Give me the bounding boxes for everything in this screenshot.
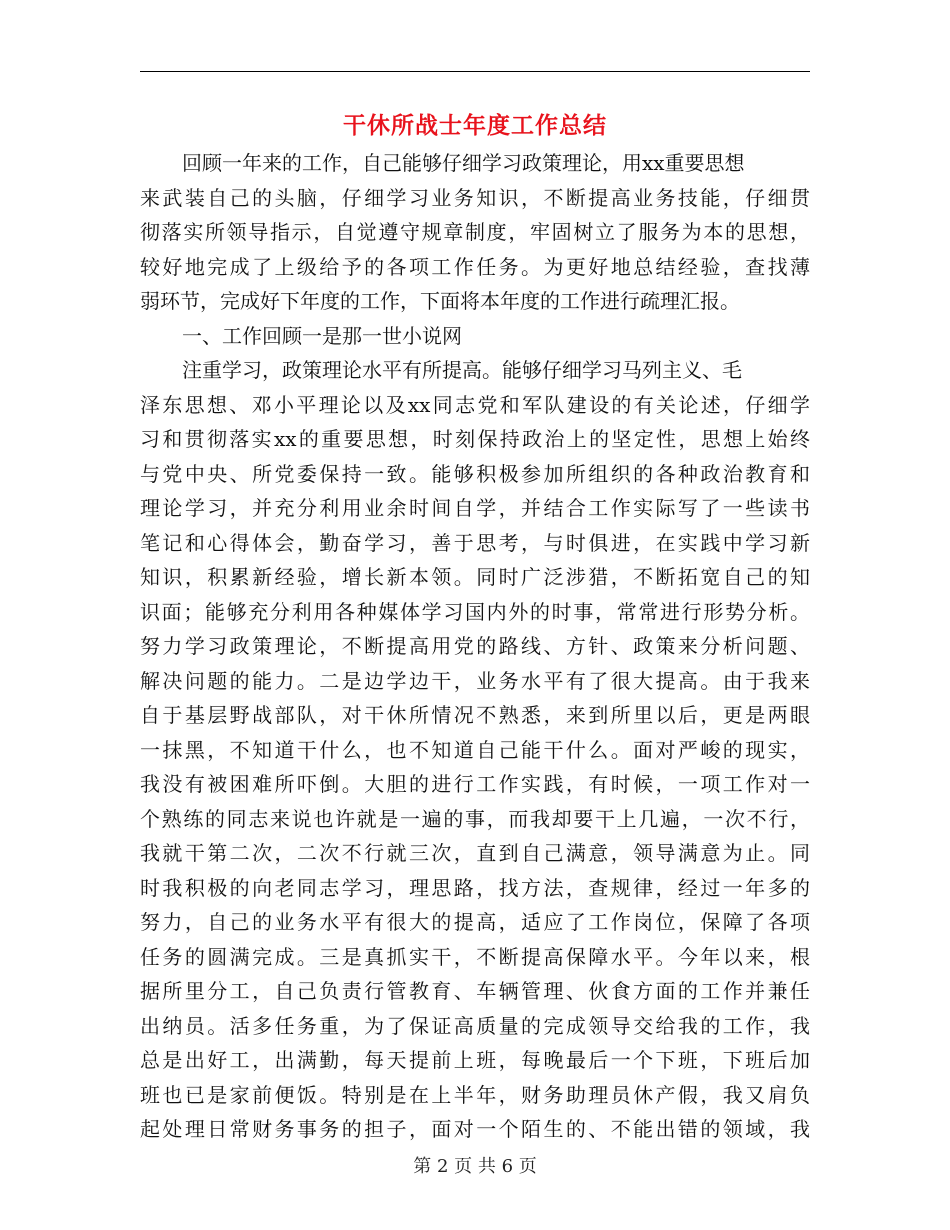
body-line: 一抹黑，不知道干什么，也不知道自己能干什么。面对严峻的现实， <box>140 737 810 762</box>
body-line: 出纳员。活多任务重，为了保证高质量的完成领导交给我的工作，我 <box>140 1013 810 1038</box>
body-line: 笔记和心得体会，勤奋学习，善于思考，与时俱进，在实践中学习新 <box>140 530 810 555</box>
body-line: 较好地完成了上级给予的各项工作任务。为更好地总结经验，查找薄 <box>140 254 810 279</box>
body-line: 理论学习，并充分利用业余时间自学，并结合工作实际写了一些读书 <box>140 496 810 520</box>
body-line: 起处理日常财务事务的担子，面对一个陌生的、不能出错的领域，我 <box>140 1117 810 1141</box>
body-line: 我就干第二次，二次不行就三次，直到自己满意，领导满意为止。同 <box>140 841 810 865</box>
body-line: 个熟练的同志来说也许就是一遍的事，而我却要干上几遍，一次不行， <box>140 806 810 831</box>
page-number: 第 2 页 共 6 页 <box>413 1156 537 1177</box>
body-line: 努力，自己的业务水平有很大的提高，适应了工作岗位，保障了各项 <box>140 910 810 934</box>
body-line: 识面；能够充分利用各种媒体学习国内外的时事，常常进行形势分析。 <box>140 599 810 624</box>
header-rule <box>140 71 810 72</box>
body-line: 解决问题的能力。二是边学边干，业务水平有了很大提高。由于我来 <box>140 668 810 693</box>
body-line: 时我积极的向老同志学习，理思路，找方法，查规律，经过一年多的 <box>140 875 810 900</box>
document-body <box>140 146 810 1147</box>
body-line: 回顾一年来的工作，自己能够仔细学习政策理论，用xx重要思想 <box>182 151 745 175</box>
body-line: 自于基层野战部队，对干休所情况不熟悉，来到所里以后，更是两眼 <box>140 703 810 727</box>
body-line: 泽东思想、邓小平理论以及xx同志党和军队建设的有关论述，仔细学 <box>140 392 810 417</box>
body-line: 任务的圆满完成。三是真抓实干，不断提高保障水平。今年以来，根 <box>140 944 810 969</box>
body-line: 习和贯彻落实xx的重要思想，时刻保持政治上的坚定性，思想上始终 <box>140 427 810 451</box>
body-line: 来武装自己的头脑，仔细学习业务知识，不断提高业务技能，仔细贯 <box>140 185 810 210</box>
document-title: 干休所战士年度工作总结 <box>343 112 607 139</box>
body-line: 弱环节，完成好下年度的工作，下面将本年度的工作进行疏理汇报。 <box>140 289 740 313</box>
body-line: 知识，积累新经验，增长新本领。同时广泛涉猎，不断拓宽自己的知 <box>140 565 810 589</box>
body-line: 班也已是家前便饭。特别是在上半年，财务助理员休产假，我又肩负 <box>140 1082 810 1107</box>
section-heading: 一、工作回顾一是那一世小说网 <box>182 323 462 348</box>
body-line: 努力学习政策理论，不断提高用党的路线、方针、政策来分析问题、 <box>140 634 810 658</box>
body-line: 据所里分工，自己负责行管教育、车辆管理、伙食方面的工作并兼任 <box>140 979 810 1003</box>
body-line: 我没有被困难所吓倒。大胆的进行工作实践，有时候，一项工作对一 <box>140 772 810 796</box>
body-line: 与党中央、所党委保持一致。能够积极参加所组织的各种政治教育和 <box>140 461 810 486</box>
body-line: 彻落实所领导指示，自觉遵守规章制度，牢固树立了服务为本的思想， <box>140 220 810 244</box>
body-line: 总是出好工，出满勤，每天提前上班，每晚最后一个下班，下班后加 <box>140 1048 810 1072</box>
body-line: 注重学习，政策理论水平有所提高。能够仔细学习马列主义、毛 <box>182 358 742 382</box>
